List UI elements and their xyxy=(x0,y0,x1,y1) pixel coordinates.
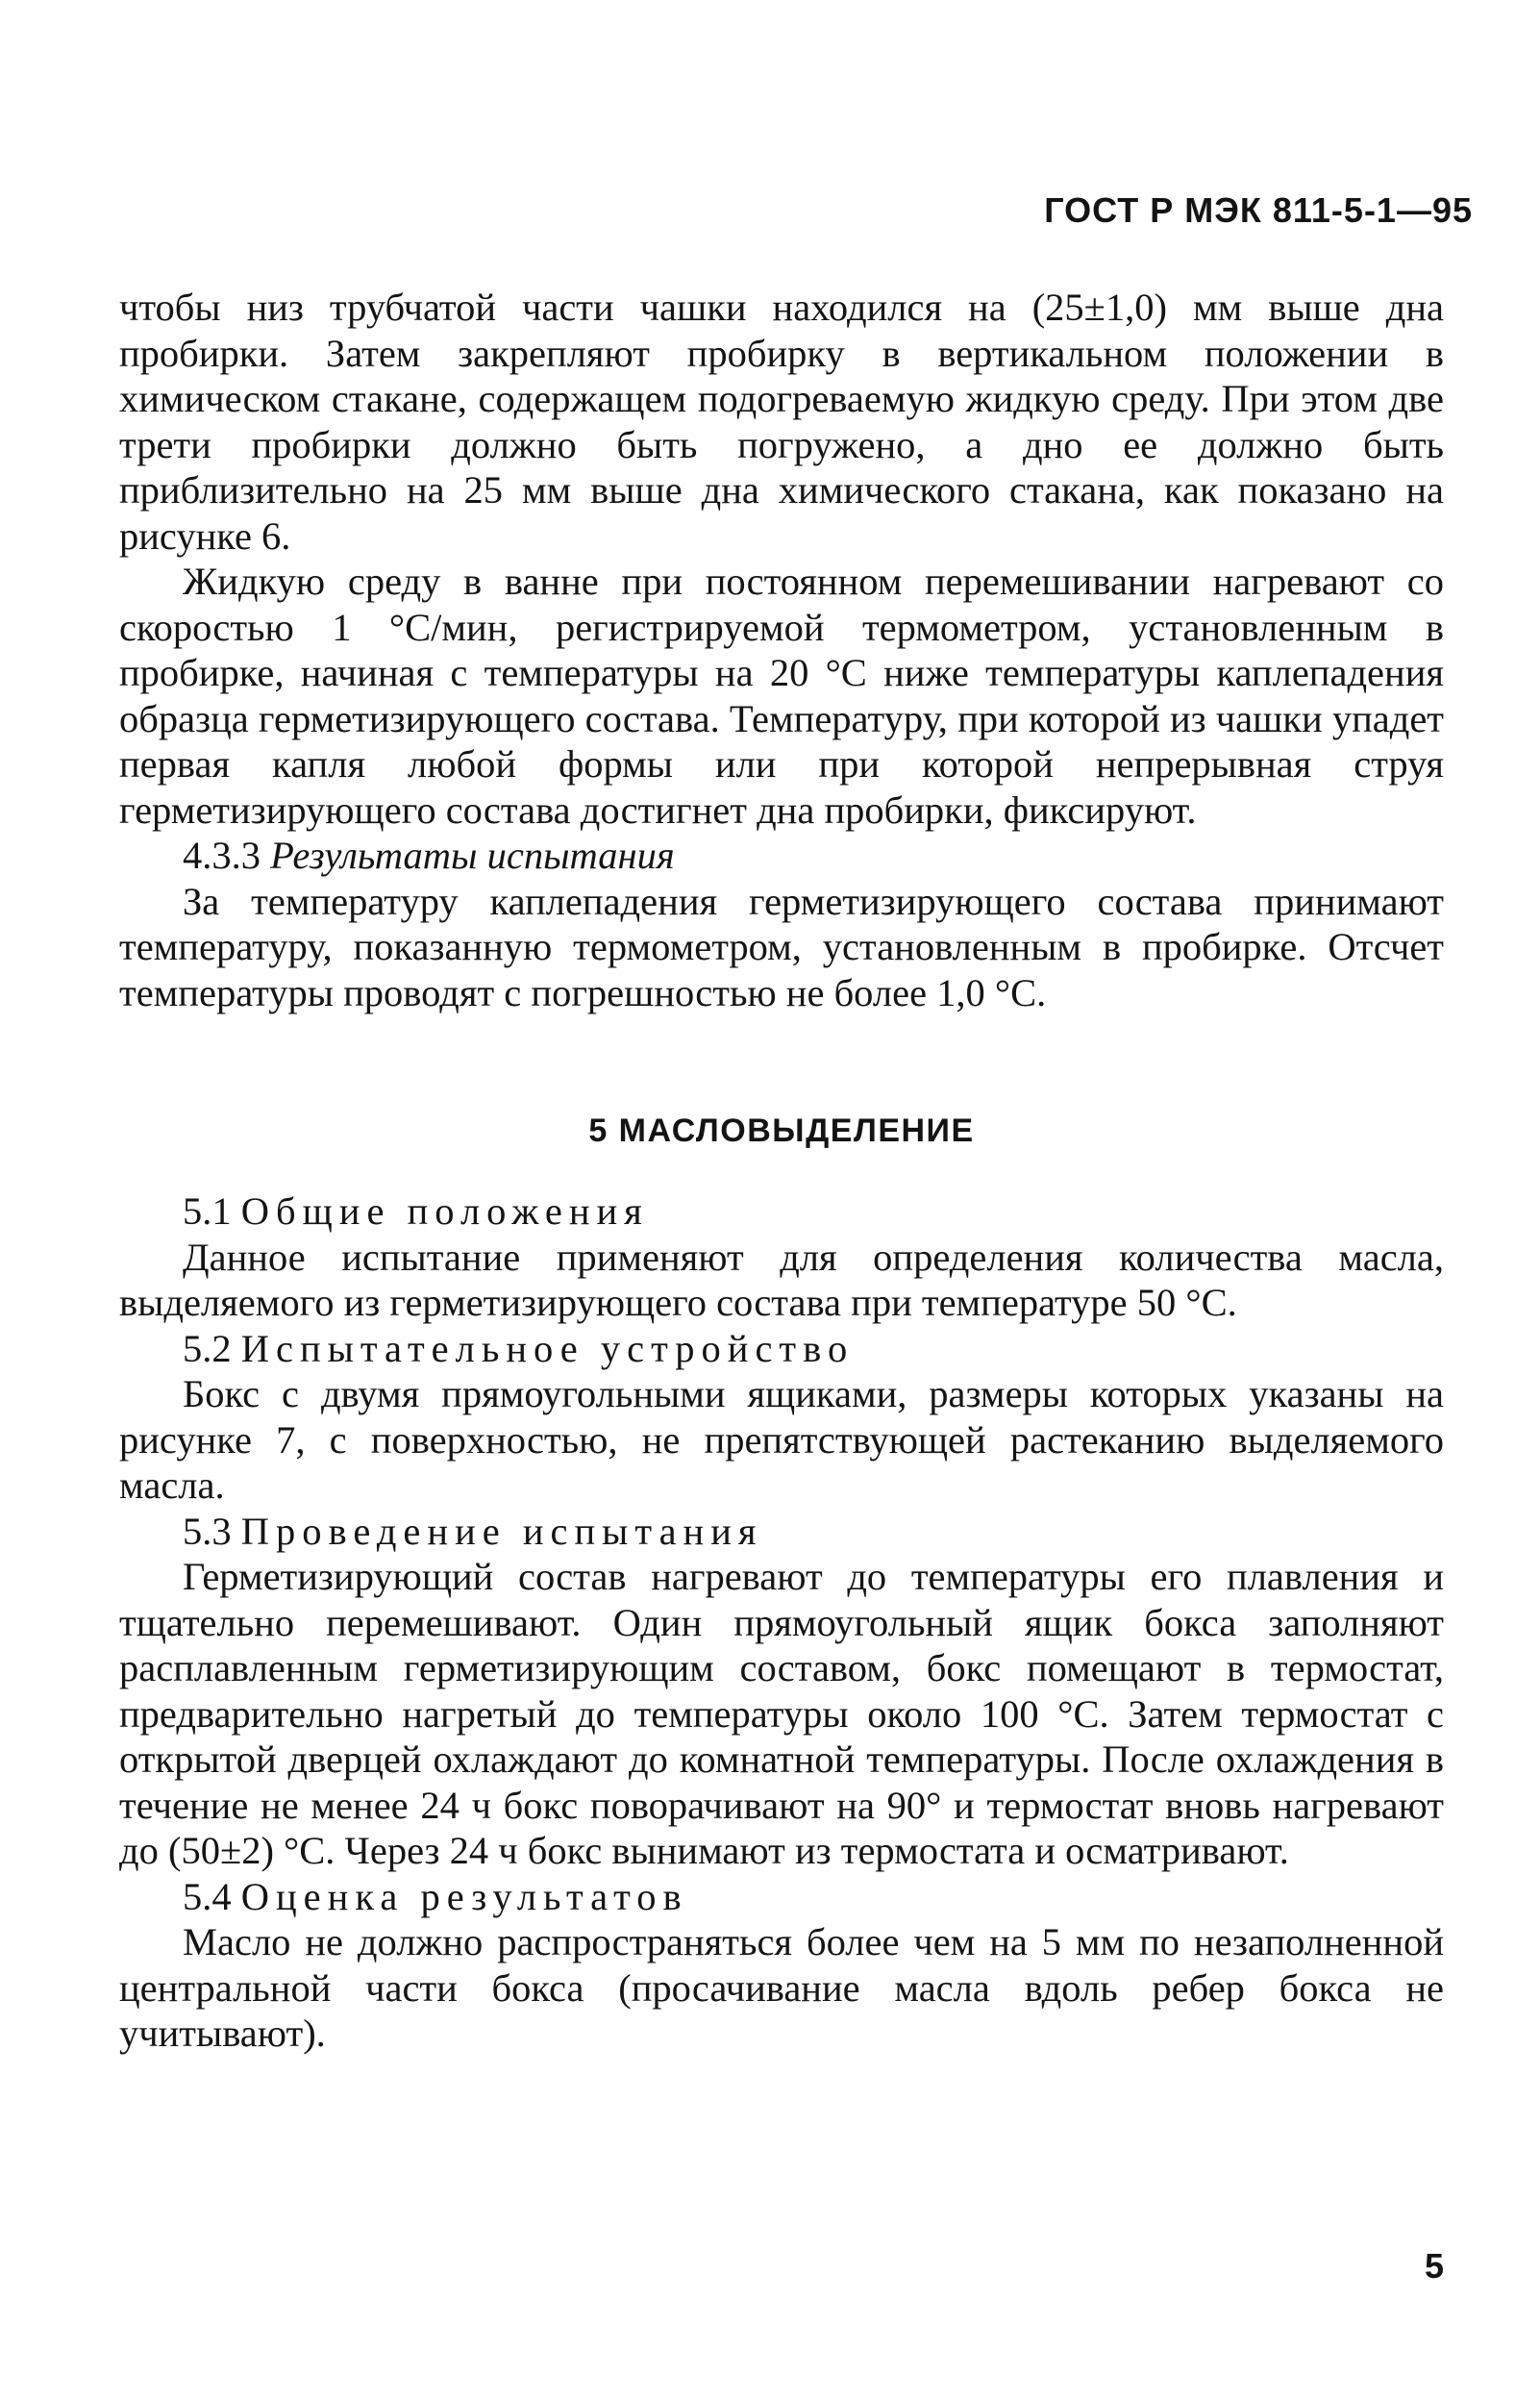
page-body xyxy=(119,285,1444,2057)
subsection-5-1-heading xyxy=(119,1188,1444,1235)
standard-code-header: ГОСТ Р МЭК 811-5-1—95 xyxy=(1044,190,1473,230)
test-procedure-paragraph: Герметизирующий состав нагревают до температуры его плавления и тщательно перемешивают. Один прямоугольный ящик бокса заполняют расплавленным герметизирующим составом, бокс помещают в термостат, предварительно нагретый до температуры около 100 °С. Затем термостат с открытой дверцей охлаждают до комнатной температуры. После охлаждения в течение не менее 24 ч бокс поворачивают на 90° и термостат вновь нагревают до (50±2) °С. Через 24 ч бокс вынимают из термостата и осматривают. xyxy=(119,1555,1444,1872)
test-device-paragraph: Бокс с двумя прямоугольными ящиками, размеры которых указаны на рисунке 7, с поверхностью, не препятствующей растеканию выделяемого масла. xyxy=(119,1372,1444,1507)
subsection-5-2-heading xyxy=(119,1326,1444,1372)
subsection-number: 5.4 xyxy=(183,1874,232,1918)
general-provisions-paragraph: Данное испытание применяют для определения количества масла, выделяемого из герметизирующего состава при температуре 50 °С. xyxy=(119,1235,1444,1324)
subsection-number: 5.3 xyxy=(183,1509,232,1553)
subsection-title: Результаты испытания xyxy=(270,834,675,877)
subsection-number: 5.1 xyxy=(183,1189,232,1233)
section-5-title: 5 МАСЛОВЫДЕЛЕНИЕ xyxy=(588,1112,975,1149)
subsection-4-3-3-heading xyxy=(119,833,1444,879)
subsection-title: Общие положения xyxy=(240,1189,649,1233)
subsection-title: Оценка результатов xyxy=(240,1874,688,1918)
page-number: 5 xyxy=(1424,2246,1444,2286)
subsection-5-4-heading xyxy=(119,1874,1444,1920)
subsection-number: 5.2 xyxy=(183,1326,232,1370)
subsection-number: 4.3.3 xyxy=(183,834,261,877)
heating-procedure-paragraph: Жидкую среду в ванне при постоянном перемешивании нагревают со скоростью 1 °С/мин, регистрируемой термометром, установленным в пробирке, начиная с температуры на 20 °С ниже температуры каплепадения образца герметизирующего состава. Температуру, при которой из чашки упадет первая капля любой формы или при которой непрерывная струя герметизирующего состава достигнет дна пробирки, фиксируют. xyxy=(119,560,1444,832)
subsection-title: Проведение испытания xyxy=(240,1509,763,1553)
results-evaluation-paragraph: Масло не должно распространяться более чем на 5 мм по незаполненной центральной части бокса (просачивание масла вдоль ребер бокса не учитывают). xyxy=(119,1920,1444,2055)
subsection-5-3-heading xyxy=(119,1509,1444,1555)
results-paragraph: За температуру каплепадения герметизирующего состава принимают температуру, показанную термометром, установленным в пробирке. Отсчет температуры проводят с погрешностью не более 1,0 °С. xyxy=(119,879,1444,1014)
subsection-title: Испытательное устройство xyxy=(240,1326,855,1370)
continuation-paragraph: чтобы низ трубчатой части чашки находился на (25±1,0) мм выше дна пробирки. Затем закрепляют пробирку в вертикальном положении в химическом стакане, содержащем подогреваемую жидкую среду. При этом две трети пробирки должно быть погружено, а дно ее должно быть приблизительно на 25 мм выше дна химического стакана, как показано на рисунке 6. xyxy=(119,286,1444,558)
